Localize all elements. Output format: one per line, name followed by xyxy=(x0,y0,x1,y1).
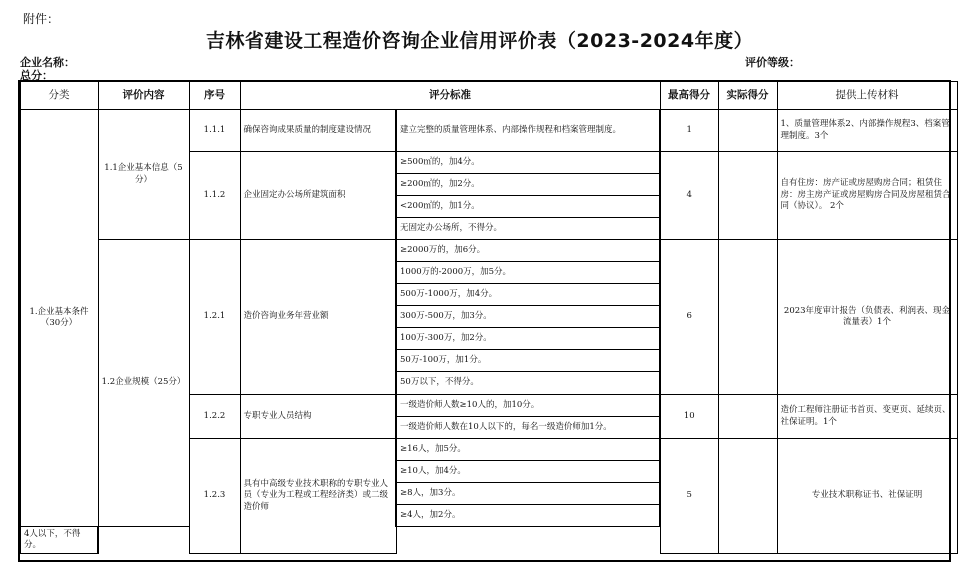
criterion: 建立完整的质量管理体系、内部操作规程和档案管理制度。 xyxy=(396,110,660,152)
col-content: 评价内容 xyxy=(98,82,189,110)
criterion: <200㎡的，加1分。 xyxy=(396,196,660,218)
criterion: 100万-300万，加2分。 xyxy=(396,328,660,350)
item-desc: 具有中高级专业技术职称的专职专业人员（专业为工程或工程经济类）或二级造价师 xyxy=(240,439,396,554)
criterion: ≥4人，加2分。 xyxy=(396,505,660,527)
item-desc: 专职专业人员结构 xyxy=(240,395,396,439)
criterion: 300万-500万，加3分。 xyxy=(396,306,660,328)
col-materials: 提供上传材料 xyxy=(777,82,957,110)
item-desc: 造价咨询业务年营业额 xyxy=(240,240,396,395)
criterion: ≥2000万的，加6分。 xyxy=(396,240,660,262)
table-outer-border xyxy=(18,80,951,562)
category-cell: 1.企业基本条件（30分） xyxy=(20,110,98,527)
company-name-label: 企业名称： xyxy=(20,56,75,69)
materials: 专业技术职称证书、社保证明 xyxy=(777,439,957,554)
criterion: ≥200㎡的，加2分。 xyxy=(396,174,660,196)
attachment-label: 附件： xyxy=(23,12,60,26)
max-score: 5 xyxy=(660,439,718,554)
item-desc: 企业固定办公场所建筑面积 xyxy=(240,152,396,240)
materials: 自有住房：房产证或房屋购房合同；租赁住房：房主房产证或房屋购房合同及房屋租赁合同（协议）。 2个 xyxy=(777,152,957,240)
max-score: 4 xyxy=(660,152,718,240)
section-1-2: 1.2企业规模（25分） xyxy=(98,240,189,527)
criterion: 500万-1000万，加4分。 xyxy=(396,284,660,306)
criterion: ≥16人，加5分。 xyxy=(396,439,660,461)
col-actual-score: 实际得分 xyxy=(718,82,777,110)
document-title: 吉林省建设工程造价咨询企业信用评价表（2023-2024年度） xyxy=(205,30,754,52)
max-score: 1 xyxy=(660,110,718,152)
item-desc: 确保咨询成果质量的制度建设情况 xyxy=(240,110,396,152)
col-category: 分类 xyxy=(20,82,98,110)
col-criteria: 评分标准 xyxy=(240,82,660,110)
criterion: 50万以下，不得分。 xyxy=(396,372,660,395)
criterion: 一级造价师人数≥10人的，加10分。 xyxy=(396,395,660,417)
criterion: 一级造价师人数在10人以下的，每名一级造价师加1分。 xyxy=(396,417,660,439)
materials: 1、质量管理体系2、内部操作规程3、档案管理制度。3个 xyxy=(777,110,957,152)
criterion: 1000万的-2000万，加5分。 xyxy=(396,262,660,284)
item-number: 1.2.1 xyxy=(189,240,240,395)
evaluation-grade-label: 评价等级： xyxy=(745,56,800,69)
item-number: 1.1.1 xyxy=(189,110,240,152)
col-number: 序号 xyxy=(189,82,240,110)
criterion: 4人以下，不得分。 xyxy=(20,527,98,554)
max-score: 6 xyxy=(660,240,718,395)
criterion: 无固定办公场所，不得分。 xyxy=(396,218,660,240)
section-1-1: 1.1企业基本信息（5分） xyxy=(98,110,189,240)
criterion: ≥500㎡的，加4分。 xyxy=(396,152,660,174)
criterion: 50万-100万，加1分。 xyxy=(396,350,660,372)
criterion: ≥8人，加3分。 xyxy=(396,483,660,505)
max-score: 10 xyxy=(660,395,718,439)
materials: 造价工程师注册证书首页、变更页、延续页、社保证明。1个 xyxy=(777,395,957,439)
col-max-score: 最高得分 xyxy=(660,82,718,110)
item-number: 1.2.3 xyxy=(189,439,240,554)
criterion: ≥10人，加4分。 xyxy=(396,461,660,483)
item-number: 1.1.2 xyxy=(189,152,240,240)
total-score-label: 总分： xyxy=(20,69,53,82)
materials: 2023年度审计报告（负债表、利润表、现金流量表）1个 xyxy=(777,240,957,395)
item-number: 1.2.2 xyxy=(189,395,240,439)
